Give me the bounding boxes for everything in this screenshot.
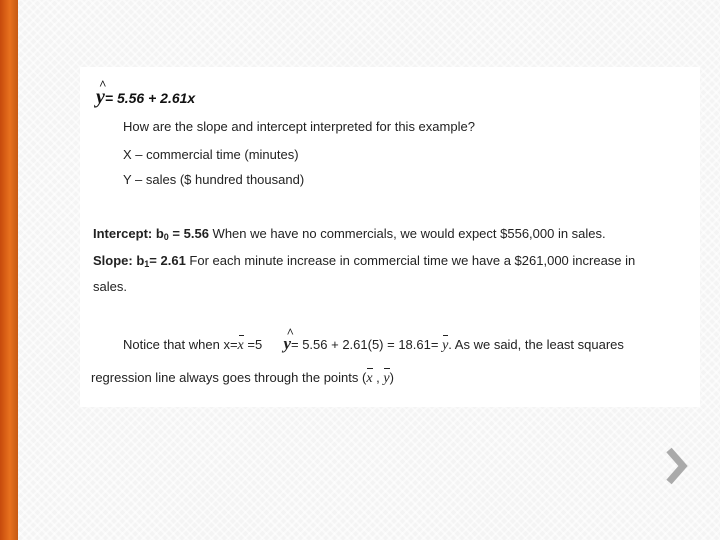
y-bar-symbol: y [442,338,449,353]
intercept-subscript: 0 [163,232,169,242]
intercept-text: When we have no commercials, we would expect $556,000 in sales. [208,226,606,241]
notice-calc: = 5.56 + 2.61(5) = 18.61= [291,337,439,352]
notice-prefix: Notice that when x= [123,337,238,352]
y-hat-symbol-2: ^ y [283,335,291,352]
intercept-value: = 5.56 [168,226,209,241]
notice-line2-prefix: regression line always goes through the points ( [91,370,367,385]
question-text: How are the slope and intercept interpreted for this example? [123,119,475,134]
notice-eq5: =5 [243,337,263,352]
point-x-bar: x [366,371,373,386]
intercept-line [93,226,606,242]
accent-sidebar [0,0,18,540]
regression-equation [96,87,195,107]
point-close: ) [389,370,394,385]
slope-subscript: 1 [144,259,150,269]
y-hat-symbol: ^ y [96,87,105,107]
y-definition: Y – sales ($ hundred thousand) [123,172,305,187]
point-y-bar: y [383,371,390,386]
equation-rhs: = 5.56 + 2.61x [104,90,196,106]
slope-text: For each minute increase in commercial time we have a $261,000 increase in [185,253,636,268]
slide-content [80,67,700,407]
intercept-label: Intercept: b [93,226,164,241]
slope-continuation: sales. [93,279,127,294]
notice-line [123,335,624,354]
slope-label: Slope: b [93,253,145,268]
x-bar-symbol: x [237,338,244,353]
x-definition: X – commercial time (minutes) [123,147,299,162]
point-comma: , [372,370,384,385]
notice-tail: . As we said, the least squares [448,337,624,352]
notice-line-2 [91,370,394,387]
slope-line [93,253,635,269]
slope-value: = 2.61 [149,253,186,268]
chevron-right-icon[interactable] [664,446,688,486]
